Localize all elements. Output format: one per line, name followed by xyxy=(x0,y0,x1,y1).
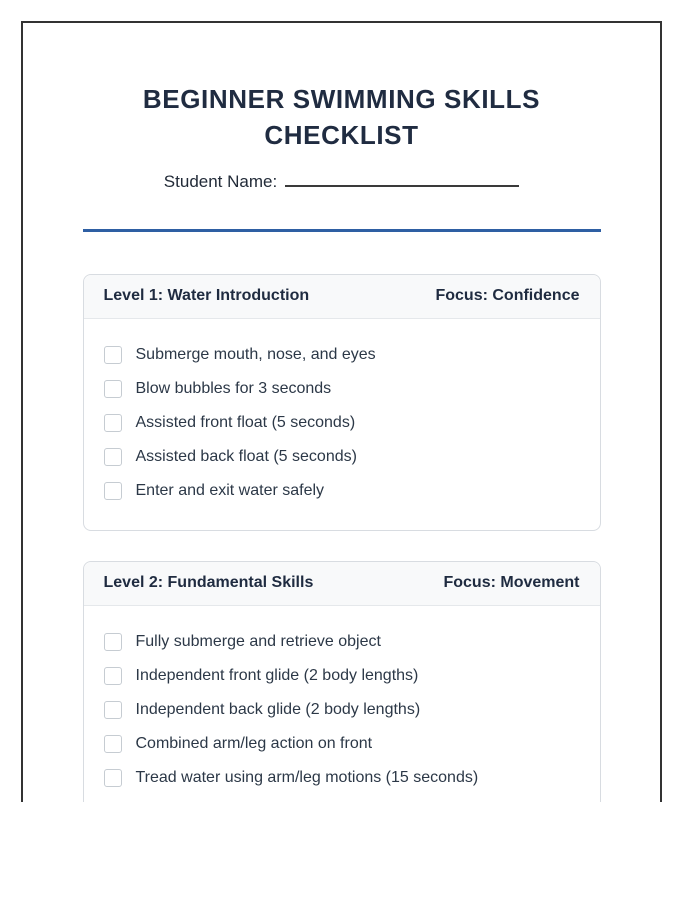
checklist-item-label: Fully submerge and retrieve object xyxy=(135,632,381,650)
checkbox[interactable] xyxy=(104,414,122,432)
checkbox[interactable] xyxy=(104,701,122,719)
level-title: Level 1: Water Introduction xyxy=(103,287,310,304)
checklist-item-label: Combined arm/leg action on front xyxy=(135,734,373,752)
checklist-item xyxy=(104,406,580,440)
checklist-item xyxy=(104,659,580,693)
checkbox[interactable] xyxy=(104,735,122,753)
checklist-item-label: Submerge mouth, nose, and eyes xyxy=(135,345,376,363)
checkbox[interactable] xyxy=(104,769,122,787)
document-page xyxy=(21,21,662,802)
checklist-item xyxy=(104,372,580,406)
checkbox[interactable] xyxy=(104,380,122,398)
checklist-item-label: Independent back glide (2 body lengths) xyxy=(135,700,421,718)
checklist-item xyxy=(104,761,580,795)
checklist-item-label: Tread water using arm/leg motions (15 seconds) xyxy=(135,768,479,786)
level-section-card xyxy=(83,561,601,803)
checklist-item xyxy=(104,625,580,659)
sections-container xyxy=(23,274,660,803)
checkbox[interactable] xyxy=(104,448,122,466)
checklist-item xyxy=(104,727,580,761)
checklist-item xyxy=(104,474,580,508)
page-title xyxy=(23,81,660,153)
checklist-item-label: Independent front glide (2 body lengths) xyxy=(135,666,419,684)
checklist-item-label: Assisted back float (5 seconds) xyxy=(135,447,357,465)
level-section-header xyxy=(84,562,600,606)
checklist-item xyxy=(104,338,580,372)
level-focus: Focus: Movement xyxy=(443,574,580,591)
checklist-item-label: Enter and exit water safely xyxy=(135,481,325,499)
checklist xyxy=(84,606,600,803)
student-name-row xyxy=(23,170,660,196)
level-section-header xyxy=(84,275,600,319)
checkbox[interactable] xyxy=(104,482,122,500)
section-divider xyxy=(83,229,601,232)
level-section-card xyxy=(83,274,601,531)
checklist-item xyxy=(104,693,580,727)
student-name-blank[interactable] xyxy=(285,170,519,187)
checkbox[interactable] xyxy=(104,667,122,685)
level-title: Level 2: Fundamental Skills xyxy=(103,574,314,591)
page-title-line1: BEGINNER SWIMMING SKILLS xyxy=(142,84,541,114)
checklist-item xyxy=(104,440,580,474)
level-focus: Focus: Confidence xyxy=(435,287,580,304)
page-title-line2: CHECKLIST xyxy=(264,120,419,150)
checklist xyxy=(84,319,600,530)
checklist-item-label: Blow bubbles for 3 seconds xyxy=(135,379,332,397)
checklist-item-label: Assisted front float (5 seconds) xyxy=(135,413,356,431)
student-name-label: Student Name: xyxy=(163,172,278,191)
checkbox[interactable] xyxy=(104,346,122,364)
checkbox[interactable] xyxy=(104,633,122,651)
